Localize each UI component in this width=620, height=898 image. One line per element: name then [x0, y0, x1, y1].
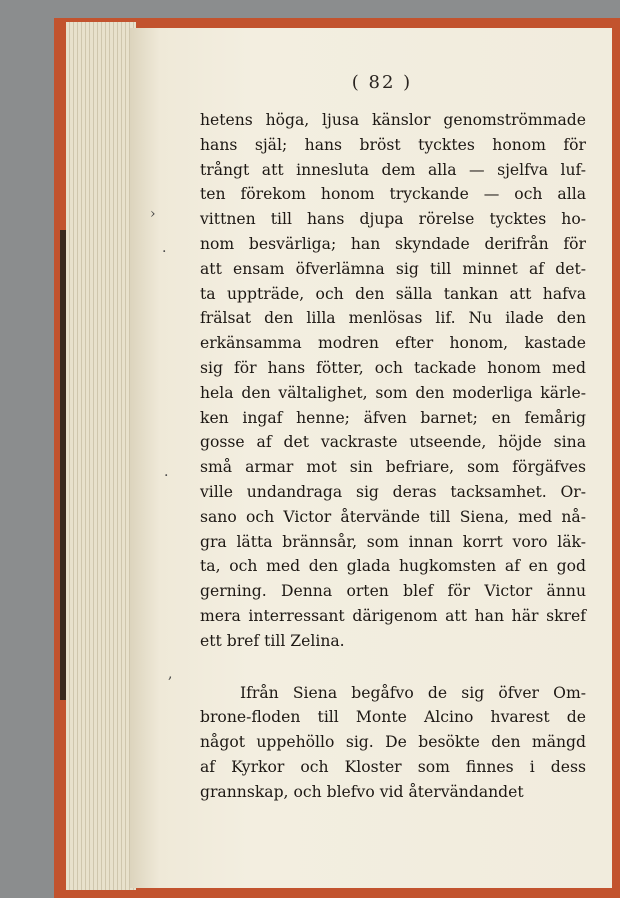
margin-mark: . [164, 464, 169, 480]
text-line: gerning. Denna orten blef för Victor ännu [200, 582, 586, 601]
paragraph-2 [200, 681, 586, 805]
text-line: vittnen till hans djupa rörelse tycktes ho- [200, 210, 586, 229]
text-line: hans själ; hans bröst tycktes honom för [200, 135, 586, 154]
text-line: något uppehöllo sig. De besökte den mängd [200, 733, 586, 752]
text-line: erkänsamma modren efter honom, kastade [200, 334, 586, 353]
text-line: att ensam öfverlämna sig till minnet af det- [200, 259, 586, 278]
margin-mark: . [162, 240, 167, 256]
margin-mark: › [150, 206, 156, 222]
text-line: Ifrån Siena begåfvo de sig öfver Om- [240, 683, 586, 702]
text-line: ta, och med den glada hugkomsten af en god [200, 557, 586, 576]
paragraph-gap [200, 654, 586, 681]
text-line: ken ingaf henne; äfven barnet; en femårig [200, 408, 586, 427]
page-edges [66, 22, 136, 890]
text-line: små armar mot sin befriare, som förgäfves [200, 458, 586, 477]
text-line: nom besvärliga; han skyndade derifrån för [200, 234, 586, 253]
paragraph-1 [200, 108, 586, 654]
margin-mark: , [168, 666, 173, 682]
text-line: ett bref till Zelina. [200, 631, 345, 650]
text-line: sano och Victor återvände till Siena, med nå- [200, 507, 586, 526]
text-line: ta uppträde, och den sälla tankan att hafva [200, 284, 586, 303]
text-line: grannskap, och blefvo vid återvändandet [200, 782, 524, 801]
text-block [200, 108, 586, 805]
text-line: mera interressant därigenom att han här skref [200, 606, 586, 625]
book-page [130, 28, 612, 888]
text-line: ten förekom honom tryckande — och alla [200, 185, 586, 204]
text-line: hela den vältalighet, som den moderliga kärle- [200, 383, 586, 402]
text-line: ville undandraga sig deras tacksamhet. Or- [200, 482, 586, 501]
text-line: sig för hans fötter, och tackade honom med [200, 358, 586, 377]
text-line: af Kyrkor och Kloster som finnes i dess [200, 757, 586, 776]
text-line: trångt att innesluta dem alla — sjelfva luf- [200, 160, 586, 179]
page-number: ( 82 ) [351, 72, 413, 93]
text-line: hetens höga, ljusa känslor genomströmmade [200, 111, 586, 129]
text-line: brone-floden till Monte Alcino hvarest de [200, 708, 586, 727]
text-line: frälsat den lilla menlösas lif. Nu ilade den [200, 309, 586, 328]
text-line: gra lätta brännsår, som innan korrt voro läk- [200, 532, 586, 551]
text-line: gosse af det vackraste utseende, höjde sina [200, 433, 586, 452]
